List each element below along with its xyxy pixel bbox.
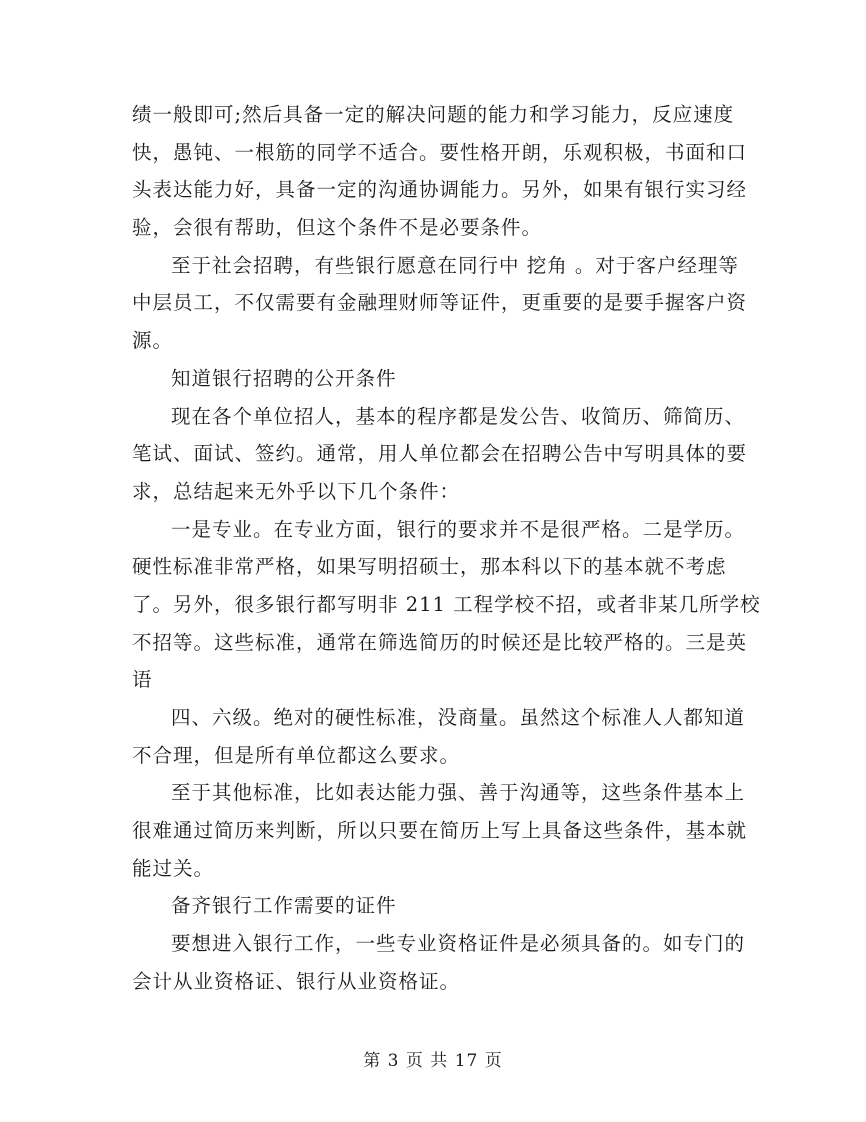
text-line: 很难通过简历来判断，所以只要在简历上写上具备这些条件，基本就 — [132, 819, 748, 843]
text-line: 现在各个单位招人，基本的程序都是发公告、收简历、筛简历、 — [171, 404, 746, 428]
text-line: 求，总结起来无外乎以下几个条件： — [132, 479, 461, 503]
text-line: 了。另外，很多银行都写明非 211 工程学校不招，或者非某几所学校 — [132, 592, 761, 616]
text-line: 不招等。这些标准，通常在筛选简历的时候还是比较严格的。三是英 — [132, 630, 748, 654]
text-line: 能过关。 — [132, 856, 215, 880]
page-number-footer: 第 3 页 共 17 页 — [363, 1051, 503, 1071]
text-line: 头表达能力好，具备一定的沟通协调能力。另外，如果有银行实习经 — [132, 178, 748, 202]
text-line: 会计从业资格证、银行从业资格证。 — [132, 969, 461, 993]
text-line: 四、六级。绝对的硬性标准，没商量。虽然这个标准人人都知道 — [171, 706, 746, 729]
text-line: 至于其他标准，比如表达能力强、善于沟通等，这些条件基本上 — [171, 781, 746, 805]
section-heading: 备齐银行工作需要的证件 — [171, 894, 397, 918]
text-line: 至于社会招聘，有些银行愿意在同行中 挖角 。对于客户经理等 — [171, 253, 739, 277]
text-line: 中层员工，不仅需要有金融理财师等证件，更重要的是要手握客户资 — [132, 291, 748, 315]
text-line: 笔试、面试、签约。通常，用人单位都会在招聘公告中写明具体的要 — [132, 442, 748, 466]
text-line: 一是专业。在专业方面，银行的要求并不是很严格。二是学历。 — [171, 517, 746, 541]
text-line: 快，愚钝、一根筋的同学不适合。要性格开朗，乐观积极，书面和口 — [132, 140, 748, 164]
text-line: 语 — [132, 668, 153, 692]
section-heading: 知道银行招聘的公开条件 — [171, 366, 397, 390]
text-line: 源。 — [132, 329, 174, 353]
text-line: 要想进入银行工作，一些专业资格证件是必须具备的。如专门的 — [171, 932, 746, 956]
text-line: 不合理，但是所有单位都这么要求。 — [132, 743, 461, 767]
text-line: 绩一般即可;然后具备一定的解决问题的能力和学习能力，反应速度 — [132, 103, 735, 126]
body-text — [132, 96, 761, 1001]
text-line: 验，会很有帮助，但这个条件不是必要条件。 — [132, 216, 543, 240]
text-line: 硬性标准非常严格，如果写明招硕士，那本科以下的基本就不考虑 — [132, 555, 727, 579]
